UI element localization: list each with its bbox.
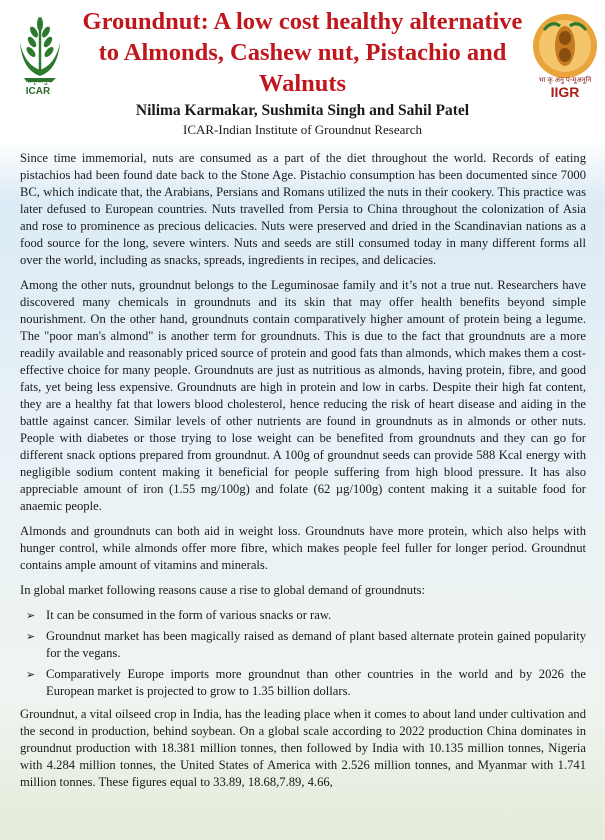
list-item bbox=[20, 666, 586, 700]
list-item bbox=[20, 628, 586, 662]
iigr-label: IIGR bbox=[550, 84, 580, 100]
paragraph-history: Since time immemorial, nuts are consumed as a part of the diet throughout the world. Records of eating pistachios had been found date back to the Stone Age. Pistachio consumption has been documented since 7000 BC, which indicate that, the Arabians, Persians and Romans utilized the nuts in their cookery. This practice was later defused to European countries. Nuts travelled from Persia to China throughout the colonization of Asia and rose to prominence as precious delicacies. Nuts were preserved and dried in the Scandinavian nations as a food source for the long, severe winters. Nuts and seeds are still consumed today in many different forms all over the world, including as snacks, spreads, ingredients in recipes, and delicacies. bbox=[20, 151, 586, 267]
arrowhead-bullet-icon: ➢ bbox=[26, 630, 36, 643]
list-item-text: Comparatively Europe imports more groundnut than other countries in the world and by 2026 the European market is projected to grow to 1.35 billion dollars. bbox=[46, 667, 586, 698]
list-item-text: Groundnut market has been magically raised as demand of plant based alternate protein gained popularity for the vegans. bbox=[46, 629, 586, 660]
paragraph-weight-loss: Almonds and groundnuts can both aid in weight loss. Groundnuts have more protein, which also helps with hunger control, while almonds offer more fibre, which makes people feel fuller for longer period. Groundnut contains ample amount of vitamins and minerals. bbox=[20, 524, 586, 572]
icar-hindi-label: भाकृअनुप bbox=[24, 76, 52, 85]
demand-reasons-list bbox=[20, 607, 586, 700]
icar-label: ICAR bbox=[25, 86, 51, 97]
list-item bbox=[20, 607, 586, 624]
paragraph-groundnut-benefits: Among the other nuts, groundnut belongs to the Leguminosae family and it’s not a true nut. Researchers have discovered many chemicals in groundnuts and its skin that may offer health benefits beyond simple nourishment. On the other hand, groundnuts contain comparatively higher amount of protein being a legume. The "poor man's almond" is another term for groundnuts. This is due to the fact that groundnuts are a more readily available and reasonably priced source of protein and good fats than almonds, which makes them a cost-effective choice for many people. Groundnuts are just as nutritious as almonds, having protein, fibre, and good fats, yet being less expensive. Groundnuts are high in protein and low in carbs. Despite their high fat content, they are a healthy fat that lowers blood cholesterol, hence reducing the risk of heart disease and aiding in the battle against cancer. Similar levels of other nutrients are found in groundnuts as in almonds or other nuts. People with diabetes or those trying to lose weight can be benefited from groundnuts and they can go for different snack options prepared from groundnut. A 100g of groundnut seeds can provide 588 Kcal energy with negligible sodium content making it beneficial for people suffering from high blood pressure. It has also appreciable amount of iron (1.55 mg/100g) and folate (62 µg/100g) content making it a suitable food for anaemic people. bbox=[20, 278, 586, 513]
list-item-text: It can be consumed in the form of various snacks or raw. bbox=[46, 608, 332, 622]
paragraph-production: Groundnut, a vital oilseed crop in India, has the leading place when it comes to about land under cultivation and the second in production, behind soybean. On a global scale according to 2022 production China dominates in groundnut production with 18.381 million tonnes, then followed by India with 10.135 million tonnes, Nigeria with 4.284 million tonnes, the United States of America with 2.526 million tonnes, and Myanmar with 1.741 million tonnes. These figures equal to 33.89, 18.68,7.89, 4.66, bbox=[20, 707, 586, 789]
article-body bbox=[20, 150, 586, 799]
paragraph-global-demand-intro: In global market following reasons cause a rise to global demand of groundnuts: bbox=[20, 583, 425, 597]
page-header bbox=[0, 0, 605, 140]
affiliation: ICAR-Indian Institute of Groundnut Research bbox=[182, 122, 422, 137]
page-title: Groundnut: A low cost healthy alternative to Almonds, Cashew nut, Pistachio and Walnuts bbox=[82, 8, 523, 97]
arrowhead-bullet-icon: ➢ bbox=[26, 668, 36, 681]
iigr-hindi-label: भा कृ अनु प-मूअनुनि bbox=[538, 77, 592, 84]
arrowhead-bullet-icon: ➢ bbox=[26, 609, 36, 622]
authors: Nilima Karmakar, Sushmita Singh and Sahil Patel bbox=[135, 102, 470, 119]
